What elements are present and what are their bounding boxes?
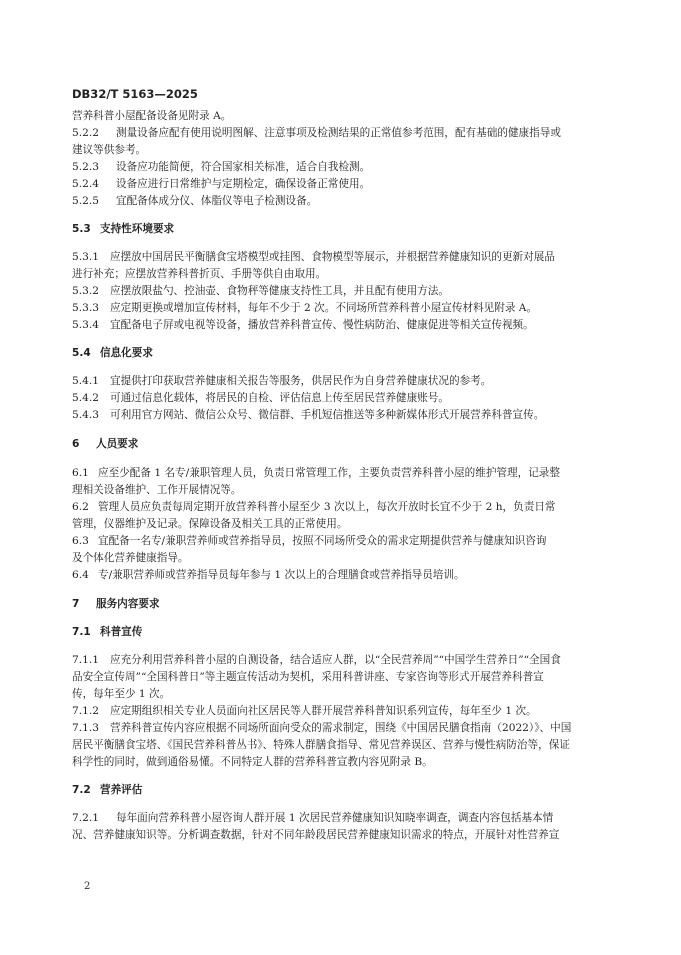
heading-number: 7.2	[72, 784, 91, 796]
clause-7-2-1	[72, 810, 612, 827]
clause-number: 5.2.3	[72, 161, 99, 173]
clause-5-2-5	[72, 193, 612, 210]
clause-text: 应定期组织相关专业人员面向社区居民等人群开展营养科普知识系列宣传，每年至少 1 次。	[110, 705, 537, 717]
heading-number: 6	[72, 438, 80, 450]
heading-title: 支持性环境要求	[100, 223, 175, 235]
clause-5-3-2	[72, 283, 612, 300]
clause-5-2-2	[72, 125, 612, 142]
clause-5-2-3	[72, 159, 612, 176]
paragraph-line: 品安全宣传周”“全国科普日”等主题宣传活动为契机，采用科普讲座、专家咨询等形式开展营养科普宣	[72, 671, 544, 683]
heading-title: 人员要求	[96, 438, 139, 450]
clause-text: 应摆放限盐勺、控油壶、食物秤等健康支持性工具，并且配有使用方法。	[110, 285, 449, 297]
section-heading-7-1	[72, 624, 612, 641]
paragraph-line: 况、营养健康知识等。分析调查数据，针对不同年龄段居民营养健康知识需求的特点，开展针对性营养宣	[72, 829, 560, 841]
clause-number: 6.2	[72, 501, 89, 513]
clause-text: 可利用官方网站、微信公众号、微信群、手机短信推送等多种新媒体形式开展营养科普宣传。	[110, 409, 545, 421]
clause-number: 7.1.3	[72, 722, 99, 734]
clause-text: 应至少配备 1 名专/兼职管理人员，负责日常管理工作，主要负责营养科普小屋的维护管理，记录整	[98, 467, 560, 479]
clause-text: 可通过信息化载体，将居民的自检、评估信息上传至居民营养健康账号。	[110, 392, 449, 404]
clause-number: 6.1	[72, 467, 89, 479]
paragraph-line: 居民平衡膳食宝塔、《国民营养科普丛书》、特殊人群膳食指导、常见营养误区、营养与慢性病防治等，保证	[72, 739, 570, 751]
clause-number: 5.2.5	[72, 195, 99, 207]
clause-number: 7.1.1	[72, 654, 99, 666]
section-heading-6	[72, 436, 612, 453]
clause-text: 设备应进行日常维护与定期检定，确保设备正常使用。	[116, 178, 371, 190]
heading-number: 5.4	[72, 347, 91, 359]
clause-5-3-3	[72, 300, 612, 317]
heading-number: 5.3	[72, 223, 91, 235]
clause-5-2-4	[72, 176, 612, 193]
paragraph-line: 管理，仪器维护及记录。保障设备及相关工具的正常使用。	[72, 518, 348, 530]
clause-number: 5.2.2	[72, 127, 99, 139]
clause-number: 6.4	[72, 569, 89, 581]
clause-6-2	[72, 499, 612, 516]
heading-number: 7	[72, 598, 80, 610]
heading-title: 营养评估	[100, 784, 143, 796]
clause-5-3-4	[72, 317, 612, 334]
clause-text: 宜提供打印获取营养健康相关报告等服务，供居民作为自身营养健康状况的参考。	[110, 375, 492, 387]
clause-text: 每年面向营养科普小屋咨询人群开展 1 次居民营养健康知识知晓率调查，调查内容包括基本情	[116, 812, 554, 824]
clause-number: 7.1.2	[72, 705, 99, 717]
clause-7-1-2	[72, 703, 612, 720]
clause-text: 宜配备一名专/兼职营养师或营养指导员，按照不同场所受众的需求定期提供营养与健康知识咨询	[98, 535, 547, 547]
heading-title: 信息化要求	[100, 347, 153, 359]
heading-number: 7.1	[72, 626, 91, 638]
section-heading-7	[72, 596, 612, 613]
clause-text: 专/兼职营养师或营养指导员每年参与 1 次以上的合理膳食或营养指导员培训。	[98, 569, 465, 581]
section-heading-5-3	[72, 221, 612, 238]
clause-number: 5.4.3	[72, 409, 99, 421]
clause-6-4	[72, 567, 612, 584]
section-heading-7-2	[72, 782, 612, 799]
clause-6-1	[72, 465, 612, 482]
paragraph-line: 进行补充；应摆放营养科普折页、手册等供自由取用。	[72, 268, 327, 280]
clause-number: 5.3.1	[72, 251, 99, 263]
paragraph-line: 理相关设备维护、工作开展情况等。	[72, 484, 242, 496]
clause-text: 测量设备应配有使用说明图解、注意事项及检测结果的正常值参考范围，配有基础的健康指导或	[116, 127, 561, 139]
document-body	[72, 108, 612, 844]
clause-text: 宜配备电子屏或电视等设备，播放营养科普宣传、慢性病防治、健康促进等相关宣传视频。	[110, 319, 534, 331]
clause-5-4-1	[72, 373, 612, 390]
clause-7-1-1	[72, 652, 612, 669]
clause-number: 5.3.2	[72, 285, 99, 297]
clause-5-4-2	[72, 390, 612, 407]
paragraph-line: 建议等供参考。	[72, 144, 147, 156]
clause-text: 应定期更换或增加宣传材料，每年不少于 2 次。不同场所营养科普小屋宣传材料见附录 A。	[110, 302, 538, 314]
paragraph-line: 营养科普小屋配备设备见附录 A。	[72, 110, 232, 122]
clause-text: 管理人员应负责每周定期开放营养科普小屋至少 3 次以上，每次开放时长宜不少于 2 h，负责日常	[98, 501, 556, 513]
clause-5-4-3	[72, 407, 612, 424]
clause-number: 5.4.1	[72, 375, 99, 387]
clause-number: 5.4.2	[72, 392, 99, 404]
paragraph-line: 科学性的同时，做到通俗易懂。不同特定人群的营养科普宣教内容见附录 B。	[72, 756, 433, 768]
clause-number: 6.3	[72, 535, 89, 547]
document-code: DB32/T 5163—2025	[72, 87, 198, 101]
section-heading-5-4	[72, 345, 612, 362]
clause-text: 设备应功能简便，符合国家相关标准，适合自我检测。	[116, 161, 371, 173]
clause-number: 5.2.4	[72, 178, 99, 190]
paragraph-line: 及个体化营养健康指导。	[72, 552, 189, 564]
clause-7-1-3	[72, 720, 612, 737]
page-number: 2	[84, 881, 91, 892]
clause-number: 7.2.1	[72, 812, 99, 824]
clause-text: 应充分利用营养科普小屋的自测设备，结合适应人群，以“全民营养周”“中国学生营养日”“全国食	[110, 654, 561, 666]
clause-text: 应摆放中国居民平衡膳食宝塔模型或挂图、食物模型等展示，并根据营养健康知识的更新对展品	[110, 251, 555, 263]
clause-6-3	[72, 533, 612, 550]
clause-text: 营养科普宣传内容应根据不同场所面向受众的需求制定，围绕《中国居民膳食指南（2022）》、中国	[110, 722, 572, 734]
heading-title: 服务内容要求	[96, 598, 160, 610]
clause-text: 宜配备体成分仪、体脂仪等电子检测设备。	[116, 195, 318, 207]
clause-number: 5.3.4	[72, 319, 99, 331]
clause-number: 5.3.3	[72, 302, 99, 314]
paragraph-line: 传，每年至少 1 次。	[72, 688, 171, 700]
clause-5-3-1	[72, 249, 612, 266]
heading-title: 科普宣传	[100, 626, 143, 638]
